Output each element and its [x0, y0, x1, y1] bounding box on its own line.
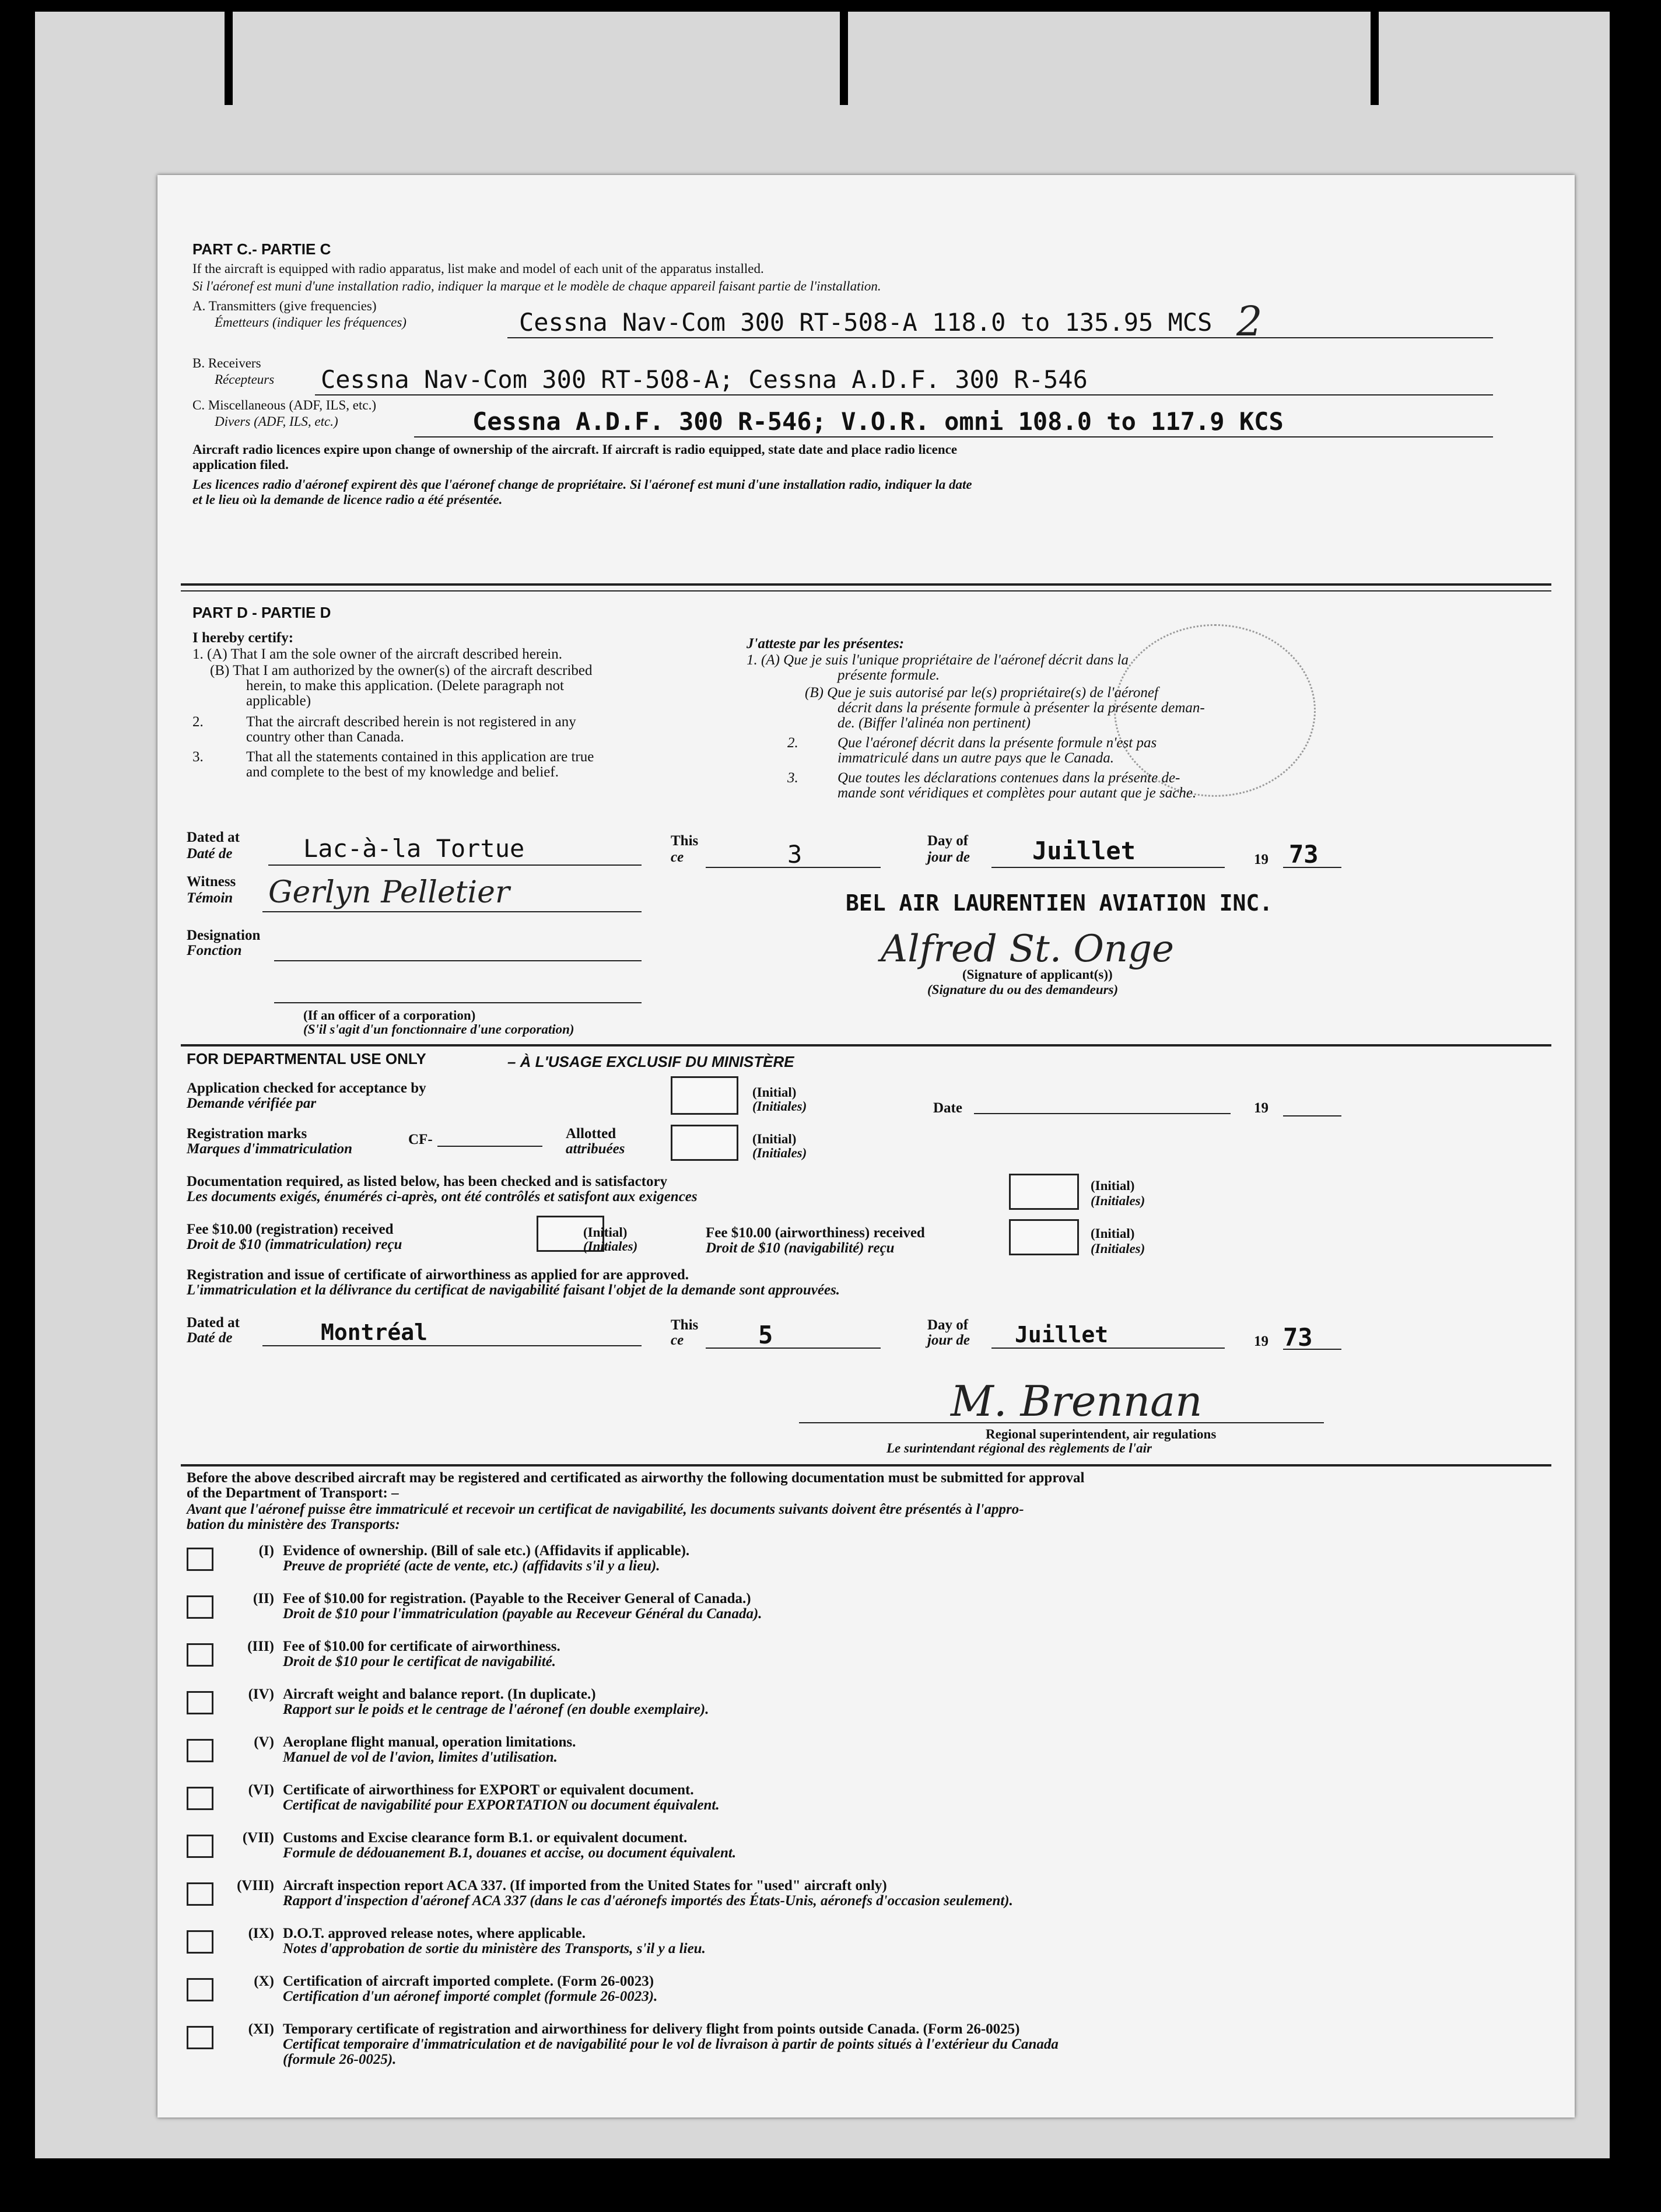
- dept-this-label-fr: ce: [671, 1332, 684, 1348]
- year-prefix: 19: [1254, 852, 1268, 867]
- fee-reg-label: Fee $10.00 (registration) received: [187, 1222, 394, 1237]
- radio-note-fr-1: Les licences radio d'aéronef expirent dès que l'aéronef change de propriétaire. Si l'aéronef est muni d'une installation radio, indiquer la date: [192, 477, 972, 492]
- certify-en-1a: 1. (A) That I am the sole owner of the aircraft described herein.: [192, 646, 562, 662]
- superintendent-title: Regional superintendent, air regulations: [986, 1427, 1217, 1441]
- month-value: Juillet: [1032, 836, 1136, 865]
- requirement-checkbox[interactable]: [187, 1787, 213, 1810]
- company-name: BEL AIR LAURENTIEN AVIATION INC.: [846, 890, 1273, 916]
- certify-en-3-2: and complete to the best of my knowledge and belief.: [246, 764, 559, 780]
- checked-label: Application checked for acceptance by: [187, 1080, 426, 1096]
- certify-fr-1b-3: de. (Biffer l'alinéa non pertinent): [837, 715, 1031, 731]
- misc-label-fr: Divers (ADF, ILS, etc.): [215, 414, 338, 429]
- requirement-text-fr: Certificat de navigabilité pour EXPORTATION ou document équivalent.: [283, 1797, 720, 1813]
- requirement-number: (IX): [248, 1926, 274, 1941]
- requirement-checkbox[interactable]: [187, 1835, 213, 1858]
- initial-label: (Initial): [1091, 1226, 1135, 1241]
- docs-label: Documentation required, as listed below, has been checked and is satisfactory: [187, 1174, 668, 1189]
- transmitters-label: A. Transmitters (give frequencies): [192, 299, 377, 313]
- requirement-checkbox[interactable]: [187, 1643, 213, 1667]
- requirement-text-fr: Manuel de vol de l'avion, limites d'utilisation.: [283, 1749, 558, 1765]
- binder-tab-right: [1371, 12, 1379, 105]
- requirement-text-fr: Droit de $10 pour l'immatriculation (payable au Receveur Général du Canada).: [283, 1606, 762, 1622]
- docs-label-fr: Les documents exigés, énumérés ci-après, ont été contrôlés et satisfont aux exigences: [187, 1189, 698, 1205]
- requirements-intro-fr-1: Avant que l'aéronef puisse être immatriculé et recevoir un certificat de navigabilité, les documents suivants doivent être présentés à l'appro-: [187, 1502, 1024, 1517]
- requirement-text-en: Aeroplane flight manual, operation limitations.: [283, 1734, 576, 1750]
- requirements-intro-en-2: of the Department of Transport: –: [187, 1485, 399, 1501]
- dept-title: FOR DEPARTMENTAL USE ONLY: [187, 1050, 426, 1068]
- date-label: Date: [933, 1100, 962, 1116]
- requirement-number: (VII): [242, 1830, 274, 1846]
- fee-air-label: Fee $10.00 (airworthiness) received: [706, 1225, 925, 1241]
- initial-label: (Initial): [752, 1132, 797, 1146]
- allotted-label: Allotted: [566, 1126, 616, 1142]
- dept-dated-label: Dated at: [187, 1315, 240, 1331]
- form-sheet: [157, 175, 1575, 2118]
- certify-fr-3-1: Que toutes les déclarations contenues dans la présente de-: [837, 770, 1180, 786]
- regmarks-initial-box[interactable]: [671, 1125, 738, 1161]
- dept-dated-label-fr: Daté de: [187, 1330, 233, 1346]
- witness-label-fr: Témoin: [187, 890, 233, 906]
- requirement-text-fr: Certificat temporaire d'immatriculation et de navigabilité pour le vol de livraison à partir de points situés à l'extérieur du Canada: [283, 2036, 1059, 2052]
- certify-en-1b-1: (B) That I am authorized by the owner(s) of the aircraft described: [210, 663, 593, 678]
- requirement-text-en: Customs and Excise clearance form B.1. or equivalent document.: [283, 1830, 688, 1846]
- transmitters-value: Cessna Nav-Com 300 RT-508-A 118.0 to 135.95 MCS: [519, 308, 1213, 337]
- applicant-signature: Alfred St. Onge: [881, 928, 1174, 971]
- dayof-label-fr: jour de: [927, 849, 970, 865]
- dept-dayof-label: Day of: [927, 1317, 969, 1333]
- dept-dayof-label-fr: jour de: [927, 1332, 970, 1348]
- checked-label-fr: Demande vérifiée par: [187, 1096, 317, 1111]
- allotted-label-fr: attribuées: [566, 1141, 625, 1157]
- fee-air-initial-box[interactable]: [1009, 1219, 1079, 1255]
- certify-fr-1a-1: 1. (A) Que je suis l'unique propriétaire de l'aéronef décrit dans la: [747, 652, 1129, 668]
- requirement-number: (III): [247, 1639, 274, 1654]
- dept-year-prefix: 19: [1254, 1100, 1268, 1116]
- requirement-checkbox[interactable]: [187, 1882, 213, 1906]
- requirement-number: (II): [253, 1591, 274, 1606]
- requirement-text-fr: Notes d'approbation de sortie du ministère des Transports, s'il y a lieu.: [283, 1941, 706, 1957]
- certify-en-3-1: That all the statements contained in this application are true: [246, 749, 594, 765]
- initial-label-fr: (Initiales): [752, 1099, 807, 1114]
- certify-en: I hereby certify:: [192, 630, 294, 646]
- certify-en-2-2: country other than Canada.: [246, 729, 404, 745]
- binder-tab-left: [225, 12, 233, 105]
- dated-label-fr: Daté de: [187, 846, 233, 862]
- certify-fr-1a-2: présente formule.: [837, 667, 940, 683]
- officer-note-fr: (S'il s'agit d'un fonctionnaire d'une corporation): [303, 1022, 574, 1037]
- initial-label: (Initial): [583, 1225, 628, 1240]
- requirement-text-en: D.O.T. approved release notes, where applicable.: [283, 1926, 586, 1941]
- requirements-intro-en-1: Before the above described aircraft may be registered and certificated as airworthy the following documentation must be submitted for approval: [187, 1470, 1085, 1486]
- requirement-text-fr: Droit de $10 pour le certificat de navigabilité.: [283, 1654, 556, 1670]
- initial-label-fr: (Initiales): [1091, 1241, 1145, 1256]
- certify-fr-3-num: 3.: [787, 770, 798, 786]
- part-c-intro-en: If the aircraft is equipped with radio apparatus, list make and model of each unit of the apparatus installed.: [192, 261, 764, 276]
- certify-fr-3-2: mande sont véridiques et complètes pour autant que je sache.: [837, 785, 1197, 801]
- certify-en-2-1: That the aircraft described herein is not registered in any: [246, 714, 576, 730]
- regmarks-label-fr: Marques d'immatriculation: [187, 1141, 353, 1157]
- requirement-text-fr: Preuve de propriété (acte de vente, etc.) (affidavits s'il y a lieu).: [283, 1558, 660, 1574]
- dept-year-value: 73: [1283, 1323, 1313, 1352]
- requirement-text-en: Evidence of ownership. (Bill of sale etc.) (Affidavits if applicable).: [283, 1543, 690, 1559]
- officer-note: (If an officer of a corporation): [303, 1008, 476, 1023]
- requirement-checkbox[interactable]: [187, 1595, 213, 1619]
- requirement-checkbox[interactable]: [187, 1548, 213, 1571]
- radio-note-fr-2: et le lieu où la demande de licence radio a été présentée.: [192, 492, 503, 507]
- requirement-number: (X): [254, 1973, 274, 1989]
- certify-en-1b-3: applicable): [246, 693, 311, 709]
- certify-fr: J'atteste par les présentes:: [747, 636, 905, 652]
- witness-signature: Gerlyn Pelletier: [268, 875, 510, 910]
- this-label-fr: ce: [671, 849, 684, 865]
- regmarks-label: Registration marks: [187, 1126, 307, 1142]
- initial-label: (Initial): [1091, 1178, 1135, 1193]
- certify-fr-2-2: immatriculé dans un autre pays que le Canada.: [837, 750, 1115, 766]
- requirement-number: (IV): [248, 1686, 274, 1702]
- misc-value: Cessna A.D.F. 300 R-546; V.O.R. omni 108.0 to 117.9 KCS: [472, 407, 1284, 436]
- designation-label: Designation: [187, 928, 261, 943]
- superintendent-signature: M. Brennan: [951, 1377, 1203, 1426]
- dept-dated-value: Montréal: [321, 1320, 428, 1345]
- dated-value: Lac-à-la Tortue: [303, 834, 525, 863]
- requirement-checkbox[interactable]: [187, 2026, 213, 2049]
- requirement-checkbox[interactable]: [187, 1691, 213, 1714]
- fee-air-label-fr: Droit de $10 (navigabilité) reçu: [706, 1240, 895, 1256]
- requirement-number: (I): [258, 1543, 274, 1559]
- witness-label: Witness: [187, 874, 236, 890]
- approval-statement-fr: L'immatriculation et la délivrance du certificat de navigabilité faisant l'objet de la demande sont approuvées.: [187, 1282, 840, 1298]
- transmitters-label-fr: Émetteurs (indiquer les fréquences): [215, 315, 407, 330]
- misc-label: C. Miscellaneous (ADF, ILS, etc.): [192, 398, 376, 412]
- radio-note-en-2: application filed.: [192, 457, 289, 472]
- margin-mark: 2: [1236, 298, 1263, 345]
- requirement-text-fr: Certification d'un aéronef importé complet (formule 26-0023).: [283, 1989, 658, 2004]
- applicant-signature-caption-fr: (Signature du ou des demandeurs): [927, 982, 1119, 997]
- this-label: This: [671, 833, 699, 849]
- docs-initial-box[interactable]: [1009, 1174, 1079, 1210]
- requirement-text-en: Certification of aircraft imported complete. (Form 26-0023): [283, 1973, 654, 1989]
- initial-label-fr: (Initiales): [752, 1146, 807, 1160]
- dept-day-value: 5: [758, 1321, 773, 1349]
- requirement-number: (VIII): [237, 1878, 274, 1894]
- certify-fr-1b-1: (B) Que je suis autorisé par le(s) propriétaire(s) de l'aéronef: [805, 685, 1158, 701]
- superintendent-title-fr: Le surintendant régional des règlements de l'air: [886, 1441, 1152, 1455]
- checked-initial-box[interactable]: [671, 1076, 738, 1115]
- receivers-label-fr: Récepteurs: [215, 372, 275, 387]
- cf-prefix: CF-: [408, 1132, 433, 1147]
- requirement-text-fr-2: (formule 26-0025).: [283, 2052, 397, 2067]
- fee-reg-label-fr: Droit de $10 (immatriculation) reçu: [187, 1237, 402, 1252]
- radio-note-en-1: Aircraft radio licences expire upon change of ownership of the aircraft. If aircraft is radio equipped, state date and place radio licence: [192, 442, 958, 457]
- part-d-title: PART D - PARTIE D: [192, 604, 331, 621]
- requirement-text-en: Fee of $10.00 for registration. (Payable to the Receiver General of Canada.): [283, 1591, 751, 1606]
- section-divider: [181, 583, 1551, 586]
- part-c-intro-fr: Si l'aéronef est muni d'une installation radio, indiquer la marque et le modèle de chaque appareil faisant partie de l'installation.: [192, 279, 881, 293]
- certify-fr-1b-2: décrit dans la présente formule à présenter la présente deman-: [837, 700, 1205, 716]
- initial-label-fr: (Initiales): [1091, 1194, 1145, 1208]
- binder-tab-middle: [840, 12, 848, 105]
- requirement-text-en: Certificate of airworthiness for EXPORT or equivalent document.: [283, 1782, 694, 1798]
- certify-en-2-num: 2.: [192, 714, 204, 730]
- dept-title-fr: – À L'USAGE EXCLUSIF DU MINISTÈRE: [507, 1053, 794, 1070]
- requirement-checkbox[interactable]: [187, 1978, 213, 2001]
- receivers-label: B. Receivers: [192, 356, 261, 370]
- initial-label: (Initial): [752, 1085, 797, 1100]
- dayof-label: Day of: [927, 833, 969, 849]
- certify-fr-2-1: Que l'aéronef décrit dans la présente formule n'est pas: [837, 735, 1157, 751]
- part-c-title: PART C.- PARTIE C: [192, 240, 331, 258]
- initial-label-fr: (Initiales): [583, 1239, 638, 1254]
- requirement-text-fr: Formule de dédouanement B.1, douanes et accise, ou document équivalent.: [283, 1845, 737, 1861]
- requirement-number: (VI): [248, 1782, 274, 1798]
- dept-year-prefix-2: 19: [1254, 1334, 1268, 1349]
- requirement-text-fr: Rapport d'inspection d'aéronef ACA 337 (dans le cas d'aéronefs importés des États-Unis, aéronefs d'occasion seulement).: [283, 1893, 1013, 1909]
- certify-en-3-num: 3.: [192, 749, 204, 765]
- certify-fr-2-num: 2.: [787, 735, 798, 751]
- requirement-text-en: Temporary certificate of registration and airworthiness for delivery flight from points outside Canada. (Form 26-0025): [283, 2021, 1020, 2037]
- receivers-value: Cessna Nav-Com 300 RT-508-A; Cessna A.D.F. 300 R-546: [321, 365, 1088, 394]
- dept-month-value: Juillet: [1015, 1322, 1109, 1348]
- dept-this-label: This: [671, 1317, 699, 1333]
- requirement-number: (V): [254, 1734, 274, 1750]
- day-value: 3: [787, 840, 803, 869]
- requirements-intro-fr-2: bation du ministère des Transports:: [187, 1517, 400, 1532]
- requirement-text-en: Aircraft weight and balance report. (In duplicate.): [283, 1686, 596, 1702]
- requirement-checkbox[interactable]: [187, 1739, 213, 1762]
- requirement-text-en: Aircraft inspection report ACA 337. (If imported from the United States for "used" aircraft only): [283, 1878, 887, 1894]
- requirement-text-fr: Rapport sur le poids et le centrage de l'aéronef (en double exemplaire).: [283, 1702, 709, 1717]
- year-value: 73: [1289, 840, 1319, 869]
- certify-en-1b-2: herein, to make this application. (Delete paragraph not: [246, 678, 564, 694]
- designation-label-fr: Fonction: [187, 943, 242, 958]
- applicant-signature-caption: (Signature of applicant(s)): [962, 967, 1113, 982]
- requirement-number: (XI): [248, 2021, 274, 2037]
- approval-statement: Registration and issue of certificate of airworthiness as applied for are approved.: [187, 1267, 689, 1283]
- requirement-checkbox[interactable]: [187, 1930, 213, 1954]
- dated-label: Dated at: [187, 830, 240, 845]
- requirement-text-en: Fee of $10.00 for certificate of airworthiness.: [283, 1639, 560, 1654]
